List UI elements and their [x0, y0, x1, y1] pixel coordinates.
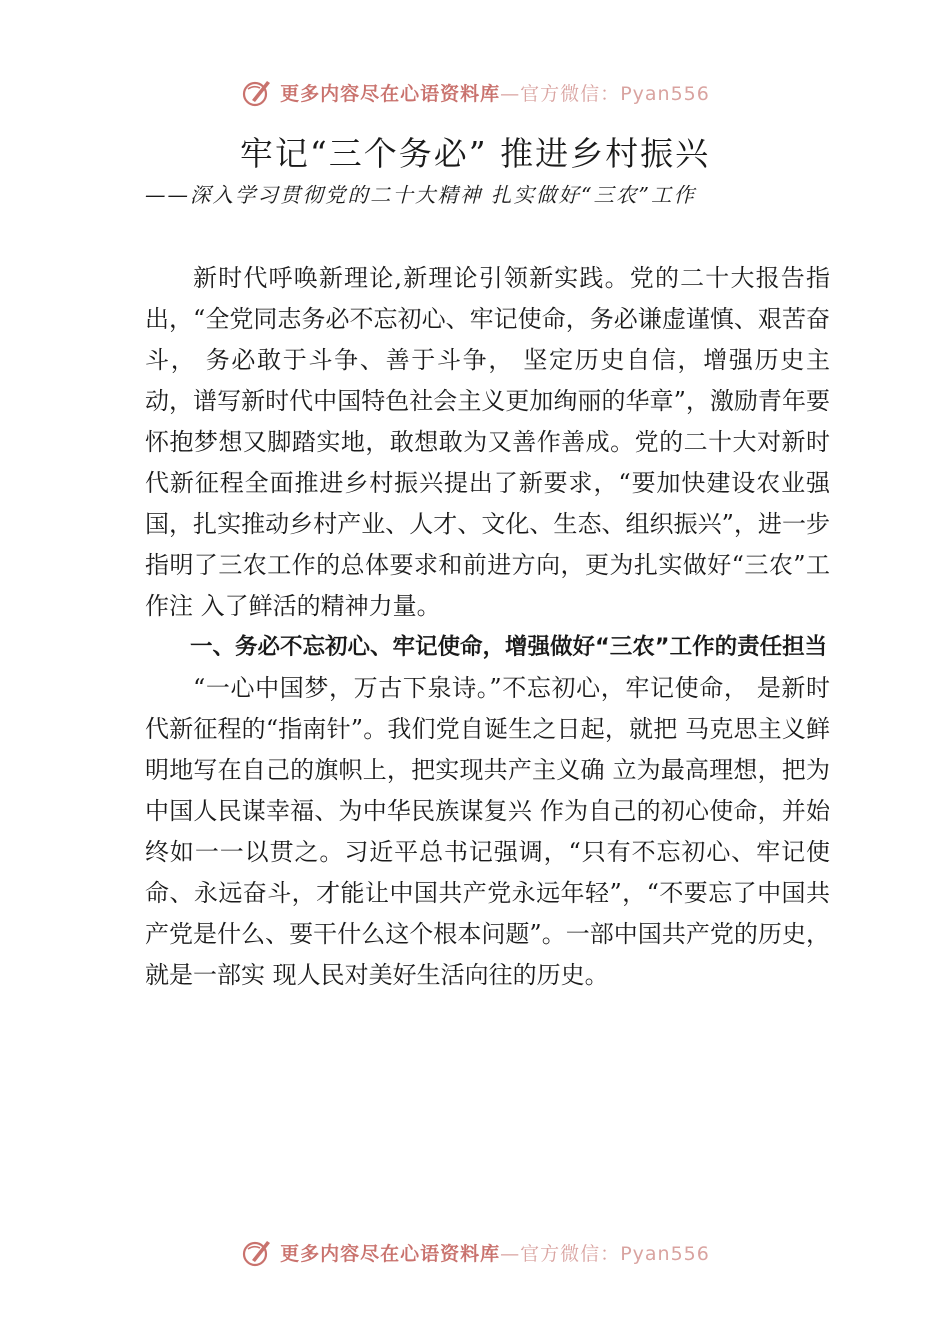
document-title: 牢记“三个务必” 推进乡村振兴: [239, 134, 711, 173]
paragraph: “一心中国梦，万古下泉诗。”不忘初心，牢记使命， 是新时代新征程的“指南针”。我们党自诞生之日起，就把 马克思主义鲜明地写在自己的旗帜上，把实现共产主义确 立为最高理想，把为中国人民谋幸福、为中华民族谋复兴 作为自己的初心使命，并始终如一一以贯之。习近平总书记强调，“只有不忘初心、牢记使命、永远奋斗，才能让中国共产党永远年轻”，“不要忘了中国共产党是什么、要干什么这个根本问题”。一部中国共产党的历史，就是一部实 现人民对美好生活向往的历史。: [145, 674, 830, 989]
watermark-banner-top: [0, 72, 950, 112]
document-body: [145, 258, 830, 996]
watermark-text: 更多内容尽在心语资料库—官方微信：Pyan556: [280, 1242, 710, 1265]
watermark-text: 更多内容尽在心语资料库—官方微信：Pyan556: [280, 82, 710, 105]
pen-logo-icon: [240, 1235, 274, 1269]
section-heading: 一、务必不忘初心、牢记使命，增强做好“三农”工作的责任担当: [190, 634, 828, 660]
pen-logo-icon: [240, 75, 274, 109]
document-subtitle: ——深入学习贯彻党的二十大精神 扎实做好“三农”工作: [145, 183, 696, 207]
watermark-banner-bottom: [0, 1232, 950, 1272]
paragraph: 新时代呼唤新理论,新理论引领新实践。党的二十大报告指出，“全党同志务必不忘初心、牢记使命，务必谦虚谨慎、艰苦奋斗， 务必敢于斗争、善于斗争， 坚定历史自信，增强历史主动，谱写新时代中国特色社会主义更加绚丽的华章”，激励青年要怀抱梦想又脚踏实地，敢想敢为又善作善成。党的二十大对新时代新征程全面推进乡村振兴提出了新要求，“要加快建设农业强国，扎实推动乡村产业、人才、文化、生态、组织振兴”，进一步指明了三农工作的总体要求和前进方向，更为扎实做好“三农”工作注 入了鲜活的精神力量。: [145, 264, 830, 620]
